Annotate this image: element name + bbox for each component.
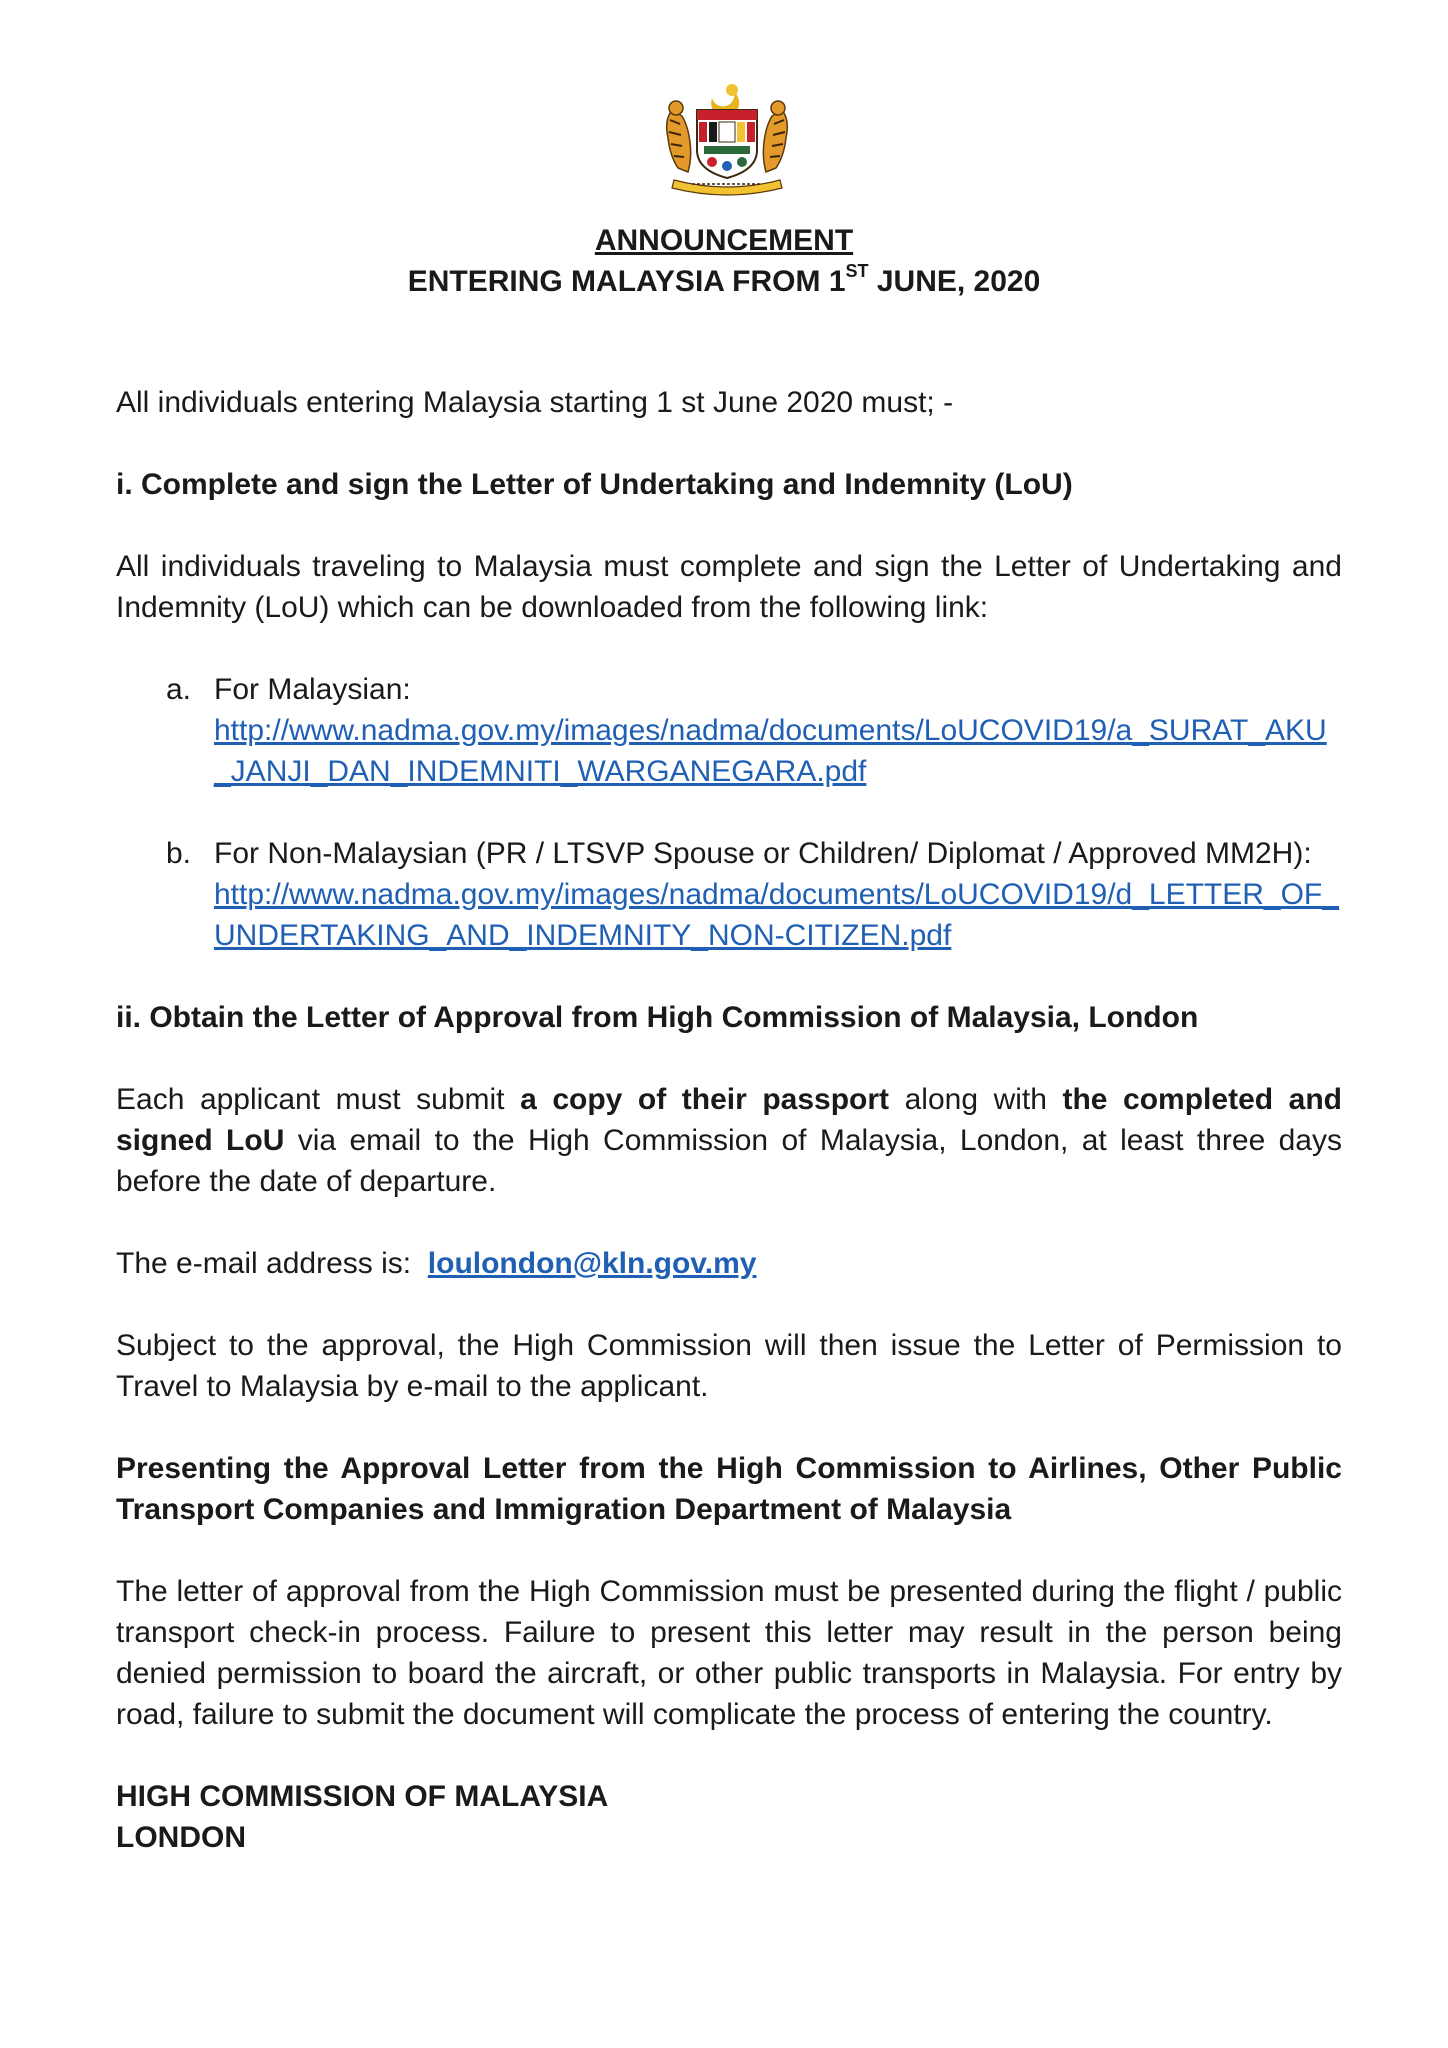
body-bold-text: the completed and signed LoU xyxy=(116,1083,1342,1157)
list-item-label: For Non-Malaysian (PR / LTSVP Spouse or Children/ Diplomat / Approved MM2H): xyxy=(214,837,1312,870)
download-links-list xyxy=(116,669,1342,956)
title-superscript: ST xyxy=(845,261,869,281)
section-1-body: All individuals traveling to Malaysia must complete and sign the Letter of Undertaking and Indemnity (LoU) which can be downloaded from the following link: xyxy=(116,550,1342,624)
body-bold-text: a copy of their passport xyxy=(520,1083,890,1116)
list-marker: a. xyxy=(166,673,192,706)
approval-paragraph: Subject to the approval, the High Commission will then issue the Letter of Permission to Travel to Malaysia by e-mail to the applicant. xyxy=(116,1329,1342,1403)
signature-line-2: LONDON xyxy=(116,1821,246,1854)
body-text: via email to the High Commission of Malaysia, London, at least three days before the date of departure. xyxy=(116,1124,1342,1198)
list-item xyxy=(116,833,1342,956)
announcement-title xyxy=(0,220,1448,302)
malaysian-lou-link[interactable]: http://www.nadma.gov.my/images/nadma/documents/LoUCOVID19/a_SURAT_AKU_JANJI_DAN_INDEMNITI_WARGANEGARA.pdf xyxy=(214,714,1327,788)
non-malaysian-lou-link[interactable]: http://www.nadma.gov.my/images/nadma/documents/LoUCOVID19/d_LETTER_OF_UNDERTAKING_AND_INDEMNITY_NON-CITIZEN.pdf xyxy=(214,878,1339,952)
intro-paragraph: All individuals entering Malaysia starting 1 st June 2020 must; - xyxy=(116,386,954,419)
list-item xyxy=(116,669,1342,792)
email-line xyxy=(116,1243,1342,1284)
document-body xyxy=(116,382,1342,1858)
email-label: The e-mail address is: xyxy=(116,1247,412,1280)
section-3-body: The letter of approval from the High Commission must be presented during the flight / public transport check-in process. Failure to present this letter may result in the person being denied permission to board the aircraft, or other public transports in Malaysia. For entry by road, failure to submit the document will complicate the process of entering the country. xyxy=(116,1575,1342,1731)
section-2-body xyxy=(116,1079,1342,1202)
signature-line-1: HIGH COMMISSION OF MALAYSIA xyxy=(116,1780,609,1813)
title-line-2-prefix: ENTERING MALAYSIA FROM 1 xyxy=(407,265,846,298)
section-3-heading: Presenting the Approval Letter from the High Commission to Airlines, Other Public Transport Companies and Immigration Department of Malaysia xyxy=(116,1452,1342,1526)
title-line-1: ANNOUNCEMENT xyxy=(594,224,854,257)
list-marker: b. xyxy=(166,837,192,870)
email-link[interactable]: loulondon@kln.gov.my xyxy=(427,1247,757,1280)
body-text: Each applicant must submit xyxy=(116,1083,521,1116)
list-item-label: For Malaysian: xyxy=(214,673,411,706)
section-1-heading: i. Complete and sign the Letter of Undertaking and Indemnity (LoU) xyxy=(116,468,1073,501)
section-2-heading: ii. Obtain the Letter of Approval from High Commission of Malaysia, London xyxy=(116,1001,1199,1034)
body-text: along with xyxy=(889,1083,1063,1116)
title-line-2-suffix: JUNE, 2020 xyxy=(868,265,1041,298)
title-line-2 xyxy=(0,261,1448,302)
malaysia-coat-of-arms-icon xyxy=(652,80,802,200)
